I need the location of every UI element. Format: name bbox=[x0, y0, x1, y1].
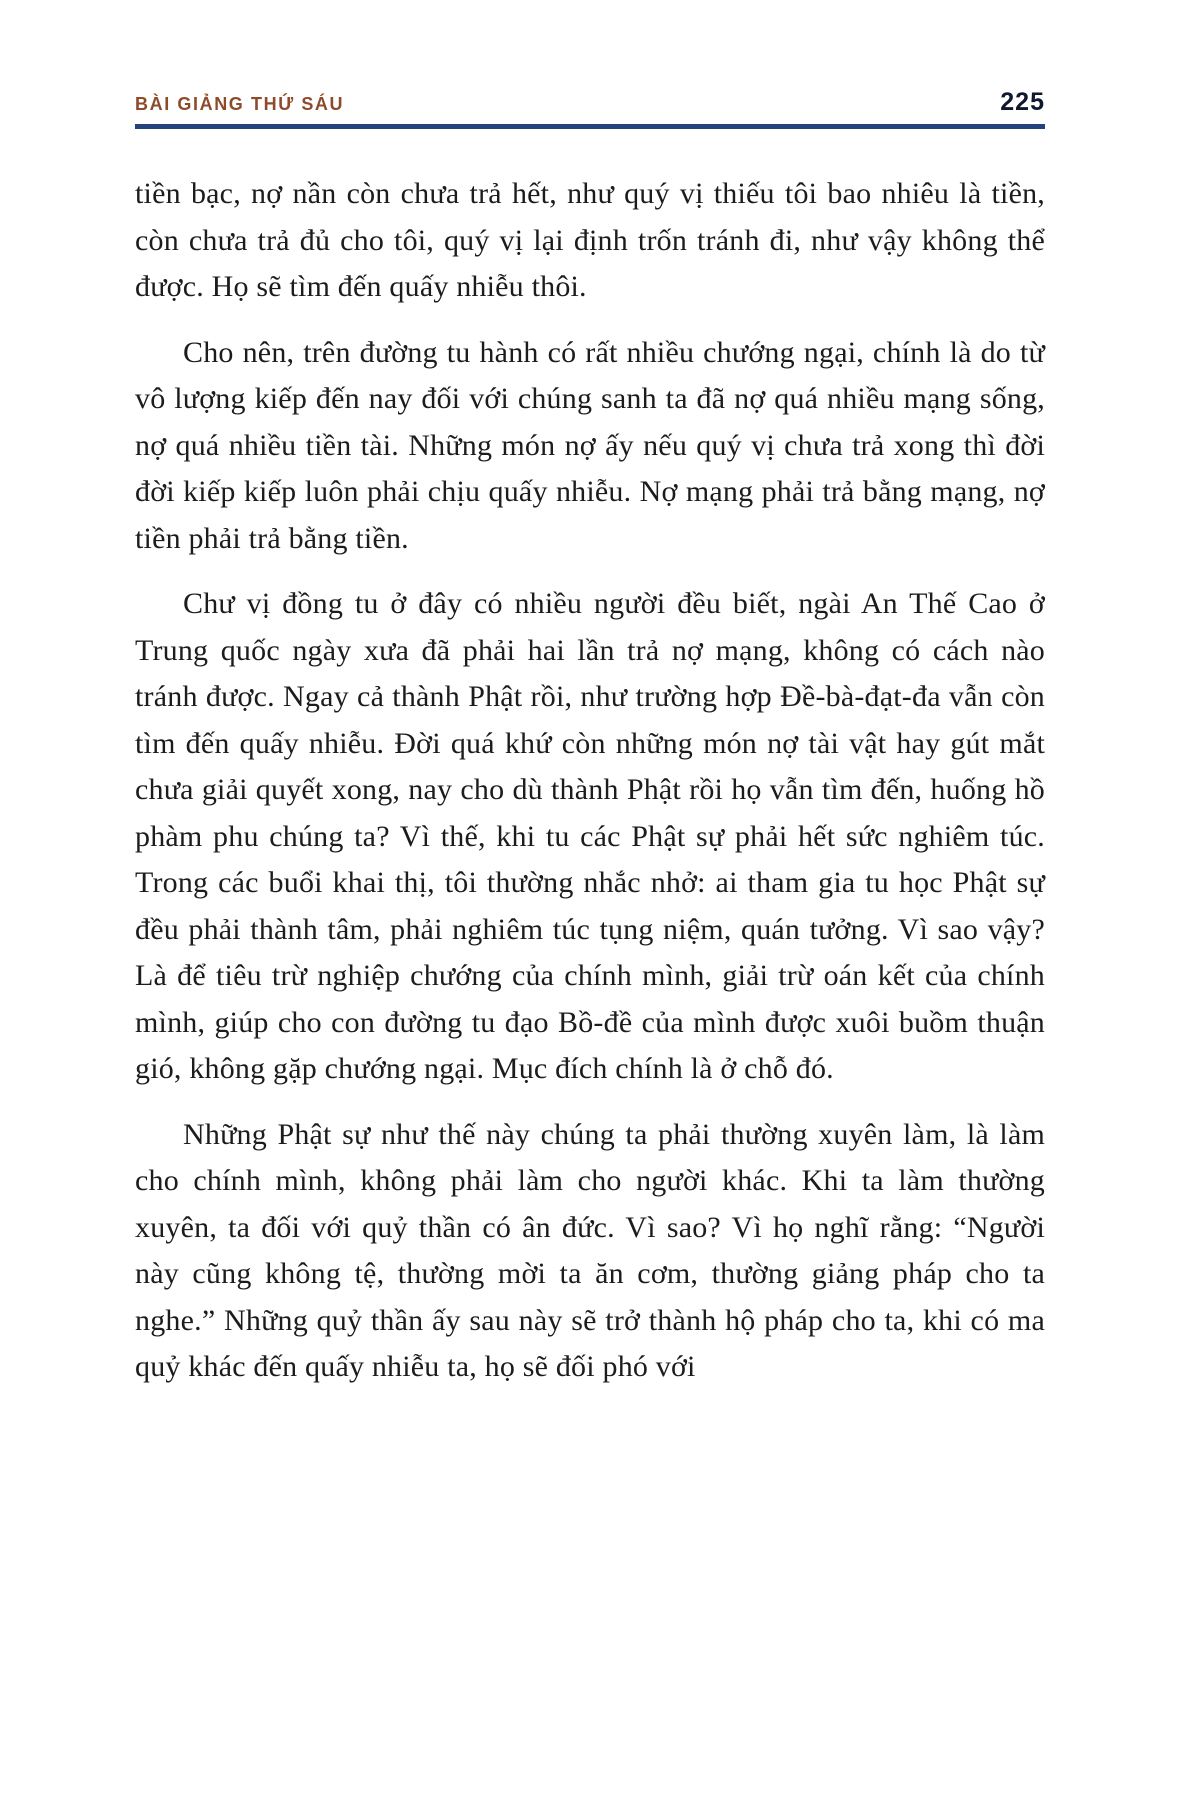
running-title: BÀI GIẢNG THỨ SÁU bbox=[135, 94, 345, 114]
header-rule bbox=[135, 124, 1045, 129]
body-paragraph: Cho nên, trên đường tu hành có rất nhiều chướng ngại, chính là do từ vô lượng kiếp đến nay đối với chúng sanh ta đã nợ quá nhiều mạng sống, nợ quá nhiều tiền tài. Những món nợ ấy nếu quý vị chưa trả xong thì đời đời kiếp kiếp luôn phải chịu quấy nhiễu. Nợ mạng phải trả bằng mạng, nợ tiền phải trả bằng tiền. bbox=[135, 335, 1045, 555]
page-number: 225 bbox=[1000, 88, 1045, 116]
body-paragraph: Chư vị đồng tu ở đây có nhiều người đều biết, ngài An Thế Cao ở Trung quốc ngày xưa đã phải hai lần trả nợ mạng, không có cách nào tránh được. Ngay cả thành Phật rồi, như trường hợp Đề-bà-đạt-đa vẫn còn tìm đến quấy nhiễu. Đời quá khứ còn những món nợ tài vật hay gút mắt chưa giải quyết xong, nay cho dù thành Phật rồi họ vẫn tìm đến, huống hồ phàm phu chúng ta? Vì thế, khi tu các Phật sự phải hết sức nghiêm túc. Trong các buổi khai thị, tôi thường nhắc nhở: ai tham gia tu học Phật sự đều phải thành tâm, phải nghiêm túc tụng niệm, quán tưởng. Vì sao vậy? Là để tiêu trừ nghiệp chướng của chính mình, giải trừ oán kết của chính mình, giúp cho con đường tu đạo Bồ-đề của mình được xuôi buồm thuận gió, không gặp chướng ngại. Mục đích chính là ở chỗ đó. bbox=[135, 587, 1045, 1085]
page-body bbox=[135, 171, 1045, 1391]
page-header bbox=[135, 88, 1045, 117]
body-paragraph: Những Phật sự như thế này chúng ta phải thường xuyên làm, là làm cho chính mình, không phải làm cho người khác. Khi ta làm thường xuyên, ta đối với quỷ thần có ân đức. Vì sao? Vì họ nghĩ rằng: “Người này cũng không tệ, thường mời ta ăn cơm, thường giảng pháp cho ta nghe.” Những quỷ thần ấy sau này sẽ trở thành hộ pháp cho ta, khi có ma quỷ khác đến quấy nhiễu ta, họ sẽ đối phó với bbox=[135, 1117, 1045, 1383]
body-paragraph: tiền bạc, nợ nần còn chưa trả hết, như quý vị thiếu tôi bao nhiêu là tiền, còn chưa trả đủ cho tôi, quý vị lại định trốn tránh đi, như vậy không thể được. Họ sẽ tìm đến quấy nhiễu thôi. bbox=[135, 177, 1045, 303]
